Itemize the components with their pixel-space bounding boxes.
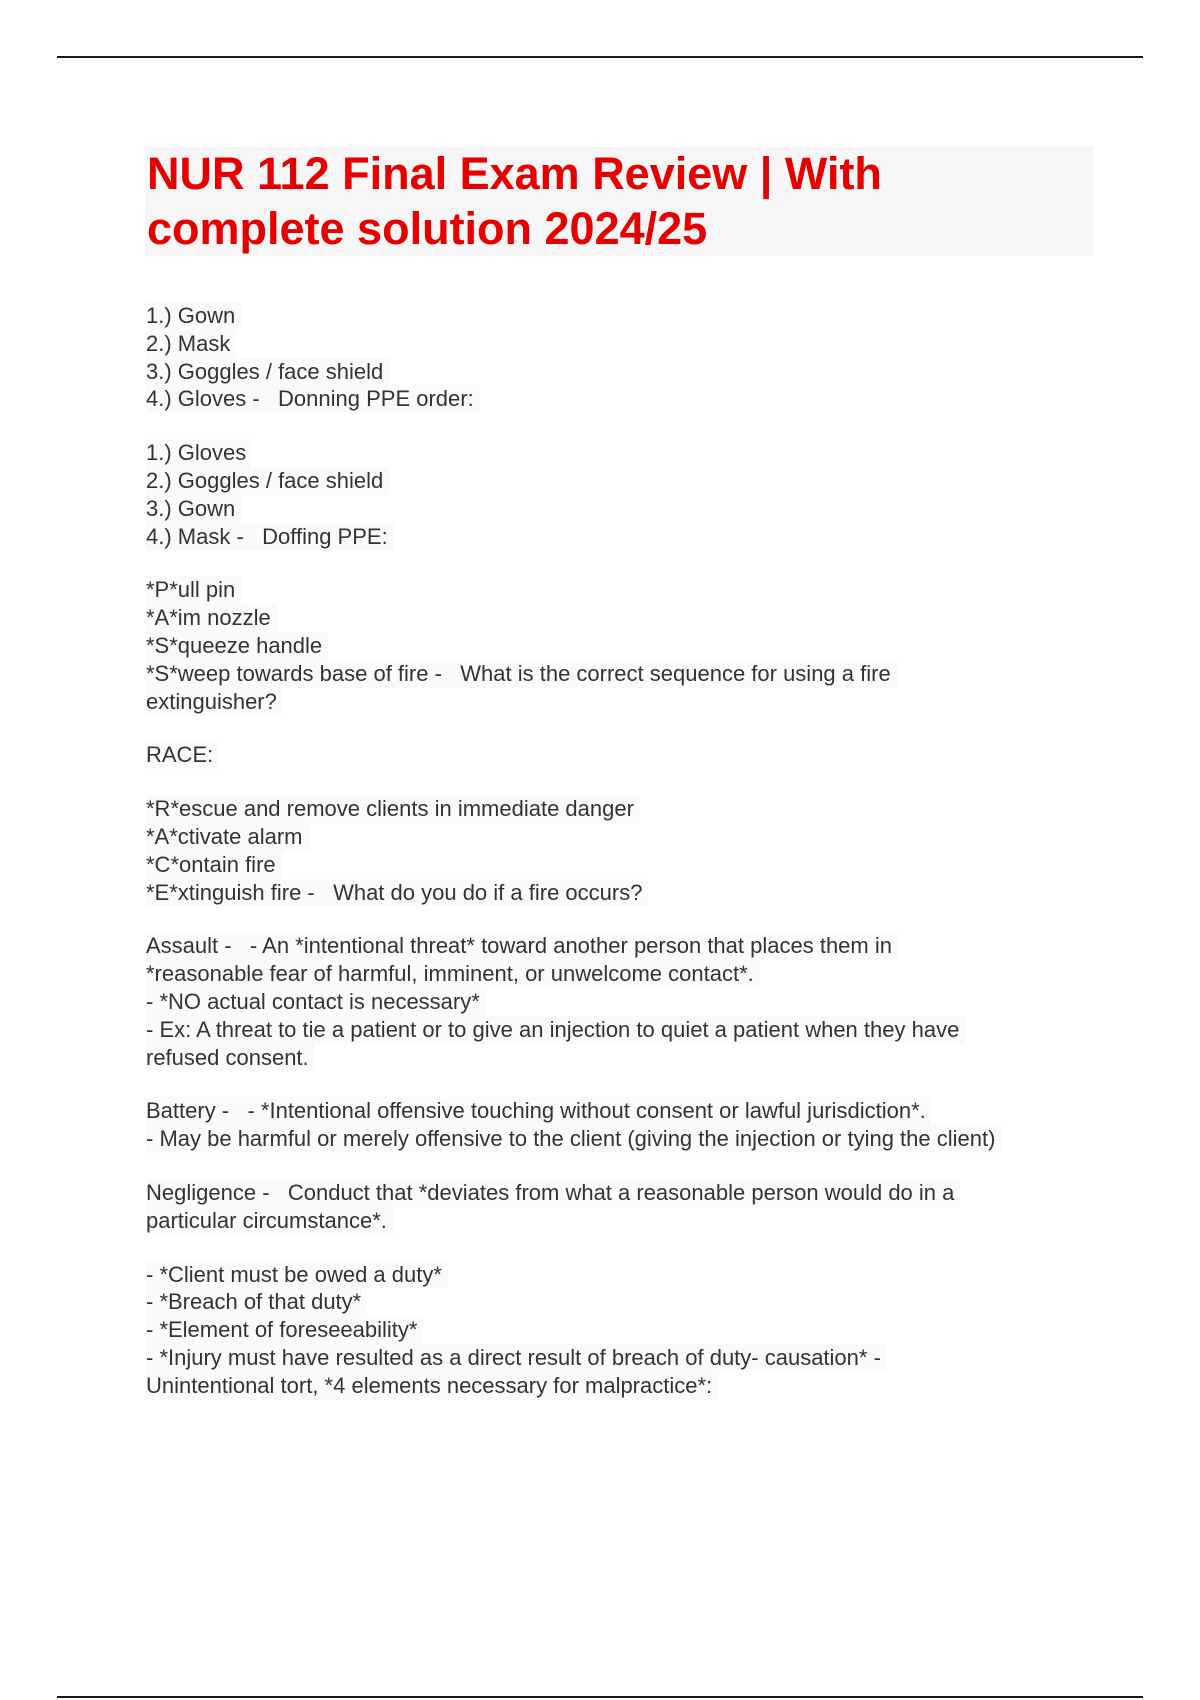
text-line: *S*weep towards base of fire - What is the correct sequence for using a fire [146,660,897,688]
negligence-block [146,1179,1106,1235]
text-line: *P*ull pin [146,576,241,604]
text-line: - *Breach of that duty* [146,1288,367,1316]
text-line: Battery - - *Intentional offensive touching without consent or lawful jurisdiction*. [146,1097,932,1125]
text-line: - *Injury must have resulted as a direct result of breach of duty- causation* - [146,1344,887,1372]
text-line: - *Client must be owed a duty* [146,1261,448,1289]
race-heading-block [146,741,1106,769]
text-line: particular circumstance*. [146,1207,393,1235]
race-steps-block [146,795,1106,906]
text-line: *R*escue and remove clients in immediate danger [146,795,640,823]
text-line: Negligence - Conduct that *deviates from what a reasonable person would do in a [146,1179,960,1207]
text-line: extinguisher? [146,688,283,716]
document-body [146,302,1106,1426]
text-line: RACE: [146,741,219,769]
assault-block [146,932,1106,1071]
text-line: - *NO actual contact is necessary* [146,988,486,1016]
doffing-ppe-block [146,439,1106,550]
text-line: 3.) Goggles / face shield [146,358,389,386]
text-line: Assault - - An *intentional threat* toward another person that places them in [146,932,898,960]
text-line: 1.) Gown [146,302,241,330]
text-line: *S*queeze handle [146,632,328,660]
text-line: - Ex: A threat to tie a patient or to give an injection to quiet a patient when they have [146,1016,965,1044]
text-line: - *Element of foreseeability* [146,1316,423,1344]
text-line: 4.) Gloves - Donning PPE order: [146,385,480,413]
text-line: *A*ctivate alarm [146,823,309,851]
text-line: *A*im nozzle [146,604,277,632]
text-line: Unintentional tort, *4 elements necessary for malpractice*: [146,1372,718,1400]
malpractice-elements-block [146,1261,1106,1400]
text-line: refused consent. [146,1044,315,1072]
fire-extinguisher-block [146,576,1106,715]
document-title: NUR 112 Final Exam Review | With complete solution 2024/25 [147,148,882,254]
text-line: 1.) Gloves [146,439,252,467]
bottom-rule [57,1696,1143,1698]
text-line: 4.) Mask - Doffing PPE: [146,523,394,551]
text-line: *reasonable fear of harmful, imminent, or unwelcome contact*. [146,960,760,988]
text-line: *C*ontain fire [146,851,282,879]
text-line: - May be harmful or merely offensive to the client (giving the injection or tying the client) [146,1125,1001,1153]
text-line: *E*xtinguish fire - What do you do if a fire occurs? [146,879,648,907]
text-line: 2.) Mask [146,330,236,358]
text-line: 2.) Goggles / face shield [146,467,389,495]
text-line: 3.) Gown [146,495,241,523]
battery-block [146,1097,1106,1153]
top-rule [57,56,1143,58]
donning-ppe-block [146,302,1106,413]
